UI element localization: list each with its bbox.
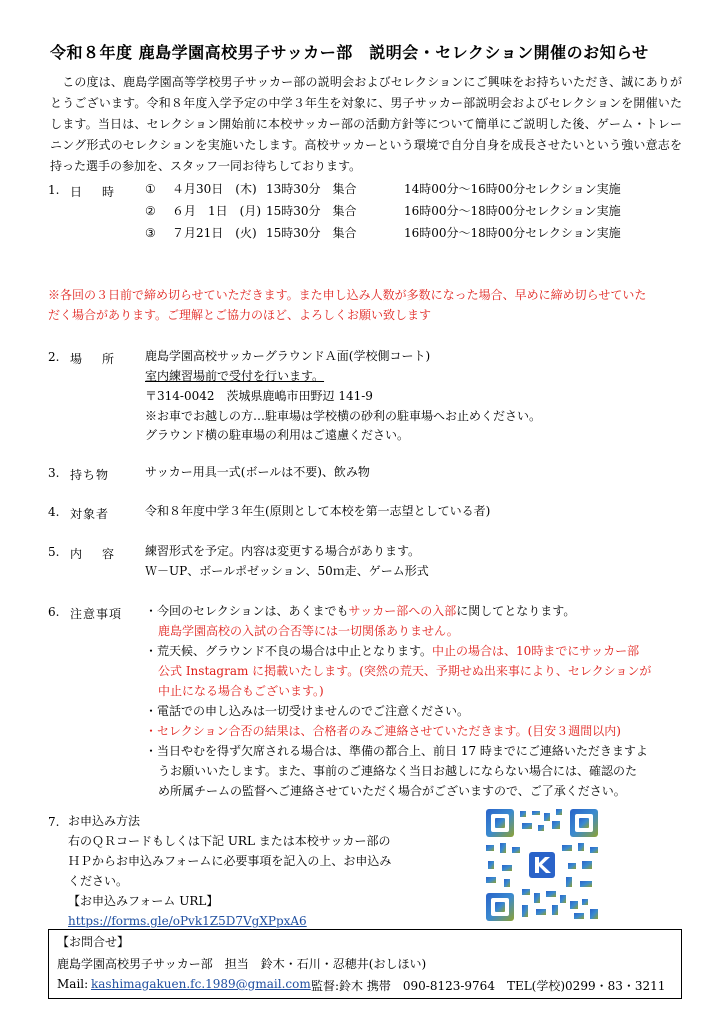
page-title: 令和８年度 鹿島学園高校男子サッカー部 説明会・セレクション開催のお知らせ	[50, 43, 649, 62]
deadline-note: ※各回の３日前で締め切らせていただきます。また申し込み人数が多数になった場合、早めに締め切らせていた	[48, 288, 647, 302]
section-5-label: 内 容	[70, 547, 119, 561]
contact-box	[48, 929, 682, 999]
section-3-label: 持ち物	[70, 468, 110, 482]
section-2-label: 場 所	[70, 352, 119, 366]
intro-paragraph: この度は、鹿島学園高等学校男子サッカー部の説明会およびセレクションにご興味をお持ちいただき、誠にありがとうございます。令和８年度入学予定の中学３年生を対象に、男子サッカー部説明会およびセレクションを開催いたします。当日は、セレクション開始前に本校サッカー部の活動方針等について簡単にご説明した後、ゲーム・トレーニング形式のセレクションを実施いたします。高校サッカーという環境で自分自身を成長させたいという強い意志を持った選手の参加を、スタッフ一同お待ちしております。	[50, 75, 682, 173]
notice-item: ・当日やむを得ず欠席される場合は、準備の都合上、前日 17 時までにご連絡いただきますよ	[145, 744, 648, 758]
notice-item: ・荒天候、グラウンド不良の場合は中止となります。中止の場合は、10時までにサッカー部	[145, 644, 640, 658]
notice-item: 公式 Instagram に掲載いたします。(突然の荒天、予期せぬ出来事により、セレクションが	[158, 664, 652, 678]
contact-heading: 【お問合せ】	[57, 935, 130, 949]
section-6-label: 注意事項	[70, 607, 123, 621]
section-7-number: 7.	[48, 815, 60, 829]
target: 令和８年度中学３年生(原則として本校を第一志望としている者)	[145, 504, 491, 518]
content-line: Ｗ－UP、ボールポゼッション、50ｍ走、ゲーム形式	[145, 564, 429, 578]
apply-text: 【お申込みフォーム URL】	[68, 894, 219, 908]
notice-item: うお願いいたします。また、事前のご連絡なく当日お越しにならない場合には、確認のた	[158, 764, 638, 778]
notice-item: め所属チームの監督へご連絡させていただく場合がございますので、ご了承ください。	[158, 784, 626, 798]
contact-phone: 監督:鈴木 携帯 090-8123-9764 TEL(学校)0299・83・3211	[311, 979, 666, 993]
parking-note: グラウンド横の駐車場の利用はご遠慮ください。	[145, 428, 410, 442]
apply-text: ください。	[68, 874, 129, 888]
venue-name: 鹿島学園高校サッカーグラウンドＡ面(学校側コート)	[145, 349, 431, 363]
mail-label: Mail:	[57, 977, 89, 991]
address: 〒314-0042 茨城県鹿嶋市田野辺 141-9	[145, 389, 373, 403]
notice-item: ・今回のセレクションは、あくまでもサッカー部への入部に関してとなります。	[145, 604, 576, 618]
notice-item: 中止になる場合もございます。)	[158, 684, 324, 698]
content-line: 練習形式を予定。内容は変更する場合があります。	[145, 544, 421, 558]
parking-note: ※お車でお越しの方…駐車場は学校横の砂利の駐車場へお止めください。	[145, 409, 542, 423]
section-4-number: 4.	[48, 505, 60, 519]
qr-code-icon[interactable]	[482, 805, 602, 925]
deadline-note: だく場合があります。ご理解とご協力のほど、よろしくお願い致します	[48, 308, 432, 322]
contact-staff: 鹿島学園高校男子サッカー部 担当 鈴木・石川・忍穂井(おしほい)	[57, 957, 427, 971]
section-5-number: 5.	[48, 545, 60, 559]
section-3-number: 3.	[48, 466, 60, 480]
apply-text: ＨＰからお申込みフォームに必要事項を記入の上、お申込み	[68, 854, 392, 868]
form-url-link[interactable]: https://forms.gle/oPvk1Z5D7VgXPpxA6	[68, 914, 307, 928]
section-2-number: 2.	[48, 350, 60, 364]
apply-text: 右のＱＲコードもしくは下記 URL または本校サッカー部の	[68, 834, 391, 848]
reception-note: 室内練習場前で受付を行います。	[145, 369, 325, 383]
belongings: サッカー用具一式(ボールは不要)、飲み物	[145, 465, 370, 479]
section-7-label: お申込み方法	[68, 814, 141, 828]
section-1-number: 1.	[48, 183, 60, 197]
notice-item: ・電話での申し込みは一切受けませんのでご注意ください。	[145, 704, 470, 718]
notice-item: 鹿島学園高校の入試の合否等には一切関係ありません。	[158, 624, 459, 638]
section-6-number: 6.	[48, 605, 60, 619]
notice-item: ・セレクション合否の結果は、合格者のみご連絡させていただきます。(目安３週間以内)	[145, 724, 621, 738]
section-1-label: 日 時	[70, 185, 119, 199]
section-4-label: 対象者	[70, 507, 110, 521]
contact-email-link[interactable]: kashimagakuen.fc.1989@gmail.com	[91, 977, 311, 991]
